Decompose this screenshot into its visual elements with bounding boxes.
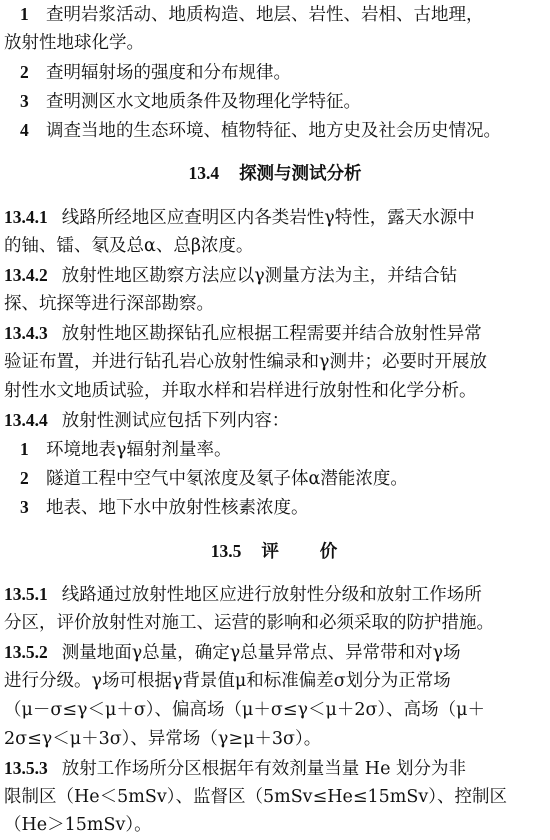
clause xyxy=(4,638,550,667)
list-item xyxy=(20,464,550,493)
clause-continuation xyxy=(4,609,550,637)
item-number: 1 xyxy=(20,439,29,459)
clause-number: 13.5.1 xyxy=(4,584,48,604)
item-text: 放射性地球化学。 xyxy=(4,33,144,53)
clause-text: （μ－σ≤γ＜μ＋σ）、偏高场（μ＋σ≤γ＜μ＋2σ）、高场（μ＋ xyxy=(4,700,486,720)
section-heading xyxy=(0,537,550,566)
clause-number: 13.4.4 xyxy=(4,410,48,430)
clause-number: 13.5.2 xyxy=(4,642,48,662)
clause-text: 放射性测试应包括下列内容： xyxy=(61,411,290,431)
item-text: 查明测区水文地质条件及物理化学特征。 xyxy=(46,92,361,112)
clause-text: 限制区（He＜5mSv）、监督区（5mSv≤He≤15mSv）、控制区 xyxy=(4,787,508,807)
clause-number: 13.4.1 xyxy=(4,207,48,227)
clause-number: 13.4.2 xyxy=(4,265,48,285)
clause xyxy=(4,261,550,290)
clause xyxy=(4,754,550,783)
clause-text: 进行分级。γ场可根据γ背景值μ和标准偏差σ划分为正常场 xyxy=(4,671,451,691)
clause-number: 13.4.3 xyxy=(4,323,48,343)
item-text: 调查当地的生态环境、植物特征、地方史及社会历史情况。 xyxy=(46,121,501,141)
clause-continuation xyxy=(4,377,550,405)
clause-continuation xyxy=(4,667,550,695)
clause-text: 探、坑探等进行深部勘察。 xyxy=(4,294,214,314)
item-text: 查明辐射场的强度和分布规律。 xyxy=(46,63,291,83)
clause-text: 线路所经地区应查明区内各类岩性γ特性，露天水源中 xyxy=(61,208,475,228)
clause-continuation xyxy=(4,290,550,318)
clause-text: 放射性地区勘探钻孔应根据工程需要并结合放射性异常 xyxy=(61,324,482,344)
clause-text: 验证布置，并进行钻孔岩心放射性编录和γ测井；必要时开展放 xyxy=(4,352,487,372)
clause-text: 测量地面γ总量，确定γ总量异常点、异常带和对γ场 xyxy=(61,643,461,663)
clause xyxy=(4,580,550,609)
list-item xyxy=(20,87,550,116)
list-item xyxy=(20,116,550,145)
clause-continuation xyxy=(4,725,550,753)
clause-text: 放射性地区勘察方法应以γ测量方法为主，并结合钻 xyxy=(61,266,458,286)
section-heading xyxy=(0,159,550,188)
clause-text: 分区，评价放射性对施工、运营的影响和必须采取的防护措施。 xyxy=(4,613,494,633)
item-text: 隧道工程中空气中氡浓度及氡子体α潜能浓度。 xyxy=(46,469,408,489)
list-item xyxy=(20,435,550,464)
item-text: 环境地表γ辐射剂量率。 xyxy=(46,440,232,460)
clause-text: 的铀、镭、氡及总α、总β浓度。 xyxy=(4,236,254,256)
list-item xyxy=(20,493,550,522)
clause-text: （He＞15mSv）。 xyxy=(4,815,152,835)
section-number: 13.5 xyxy=(210,541,242,561)
list-item-continuation xyxy=(4,29,550,57)
clause-number: 13.5.3 xyxy=(4,758,48,778)
section-title: 探测与测试分析 xyxy=(239,164,362,184)
item-number: 2 xyxy=(20,468,29,488)
section-number: 13.4 xyxy=(188,163,220,183)
clause-continuation xyxy=(4,811,550,839)
clause-continuation xyxy=(4,232,550,260)
clause-text: 放射工作场所分区根据年有效剂量当量 He 划分为非 xyxy=(61,759,466,779)
clause-text: 射性水文地质试验，并取水样和岩样进行放射性和化学分析。 xyxy=(4,381,477,401)
item-number: 4 xyxy=(20,120,29,140)
clause-continuation xyxy=(4,696,550,724)
section-title: 评 价 xyxy=(261,542,340,562)
item-number: 2 xyxy=(20,62,29,82)
item-text: 地表、地下水中放射性核素浓度。 xyxy=(46,498,309,518)
item-number: 3 xyxy=(20,497,29,517)
list-item xyxy=(20,0,550,29)
item-number: 1 xyxy=(20,4,29,24)
item-text: 查明岩浆活动、地质构造、地层、岩性、岩相、古地理， xyxy=(46,5,484,25)
clause-continuation xyxy=(4,348,550,376)
clause xyxy=(4,406,550,435)
list-item xyxy=(20,58,550,87)
item-number: 3 xyxy=(20,91,29,111)
clause-continuation xyxy=(4,783,550,811)
clause xyxy=(4,203,550,232)
clause xyxy=(4,319,550,348)
clause-text: 线路通过放射性地区应进行放射性分级和放射工作场所 xyxy=(61,585,482,605)
clause-text: 2σ≤γ＜μ＋3σ）、异常场（γ≥μ＋3σ）。 xyxy=(4,729,322,749)
